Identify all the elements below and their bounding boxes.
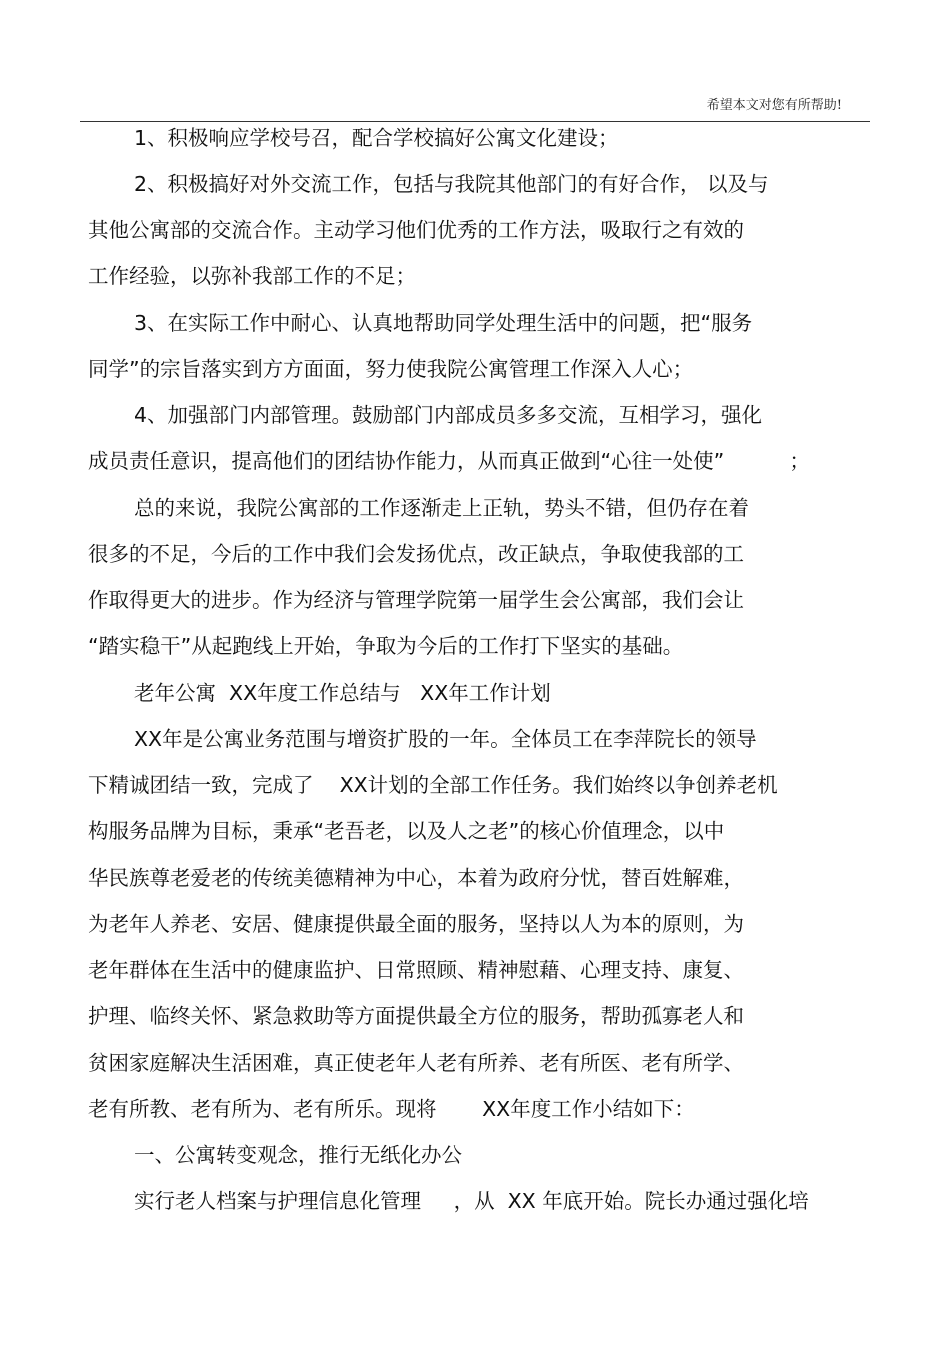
- text-line: 护理、临终关怀、紧急救助等方面提供最全方位的服务，帮助孤寡老人和: [88, 1004, 744, 1028]
- text-line: 老年群体在生活中的健康监护、日常照顾、精神慰藉、心理支持、康复、: [88, 958, 744, 982]
- text-line: 4、加强部门内部管理。鼓励部门内部成员多多交流，互相学习，强化: [134, 403, 763, 427]
- text-line: XX年是公寓业务范围与增资扩股的一年。全体员工在李萍院长的领导: [134, 727, 757, 751]
- header-note: 希望本文对您有所帮助!: [706, 98, 842, 113]
- text-line: 工作经验，以弥补我部工作的不足；: [88, 264, 416, 288]
- header-rule: [80, 121, 870, 122]
- text-line: 一、公寓转变观念，推行无纸化办公: [134, 1143, 462, 1167]
- text-line: 成员责任意识，提高他们的团结协作能力，从而真正做到“心往一处使” ；: [88, 449, 810, 473]
- text-line: 老有所教、老有所为、老有所乐。现将 XX年度工作小结如下：: [88, 1097, 695, 1121]
- text-line: 华民族尊老爱老的传统美德精神为中心，本着为政府分忧，替百姓解难，: [88, 866, 744, 890]
- text-line: 3、在实际工作中耐心、认真地帮助同学处理生活中的问题，把“服务: [134, 311, 753, 335]
- text-line: 贫困家庭解决生活困难，真正使老年人老有所养、老有所医、老有所学、: [88, 1051, 744, 1075]
- text-line: 老年公寓 XX年度工作总结与 XX年工作计划: [134, 681, 551, 705]
- text-line: 作取得更大的进步。作为经济与管理学院第一届学生会公寓部，我们会让: [88, 588, 744, 612]
- text-line: “踏实稳干”从起跑线上开始，争取为今后的工作打下坚实的基础。: [88, 634, 684, 658]
- text-line: 很多的不足，今后的工作中我们会发扬优点，改正缺点，争取使我部的工: [88, 542, 744, 566]
- text-line: 实行老人档案与护理信息化管理 ，从 XX 年底开始。院长办通过强化培: [134, 1189, 809, 1213]
- text-line: 总的来说，我院公寓部的工作逐渐走上正轨，势头不错，但仍存在着: [134, 496, 749, 520]
- text-line: 2、积极搞好对外交流工作，包括与我院其他部门的有好合作， 以及与: [134, 172, 769, 196]
- text-line: 构服务品牌为目标，秉承“老吾老，以及人之老”的核心价值理念，以中: [88, 819, 725, 843]
- text-line: 其他公寓部的交流合作。主动学习他们优秀的工作方法，吸取行之有效的: [88, 218, 744, 242]
- text-line: 为老年人养老、安居、健康提供最全面的服务，坚持以人为本的原则，为: [88, 912, 744, 936]
- text-line: 1、积极响应学校号召，配合学校搞好公寓文化建设；: [134, 126, 619, 150]
- text-line: 下精诚团结一致，完成了 XX计划的全部工作任务。我们始终以争创养老机: [88, 773, 778, 797]
- text-line: 同学”的宗旨落实到方方面面，努力使我院公寓管理工作深入人心；: [88, 357, 694, 381]
